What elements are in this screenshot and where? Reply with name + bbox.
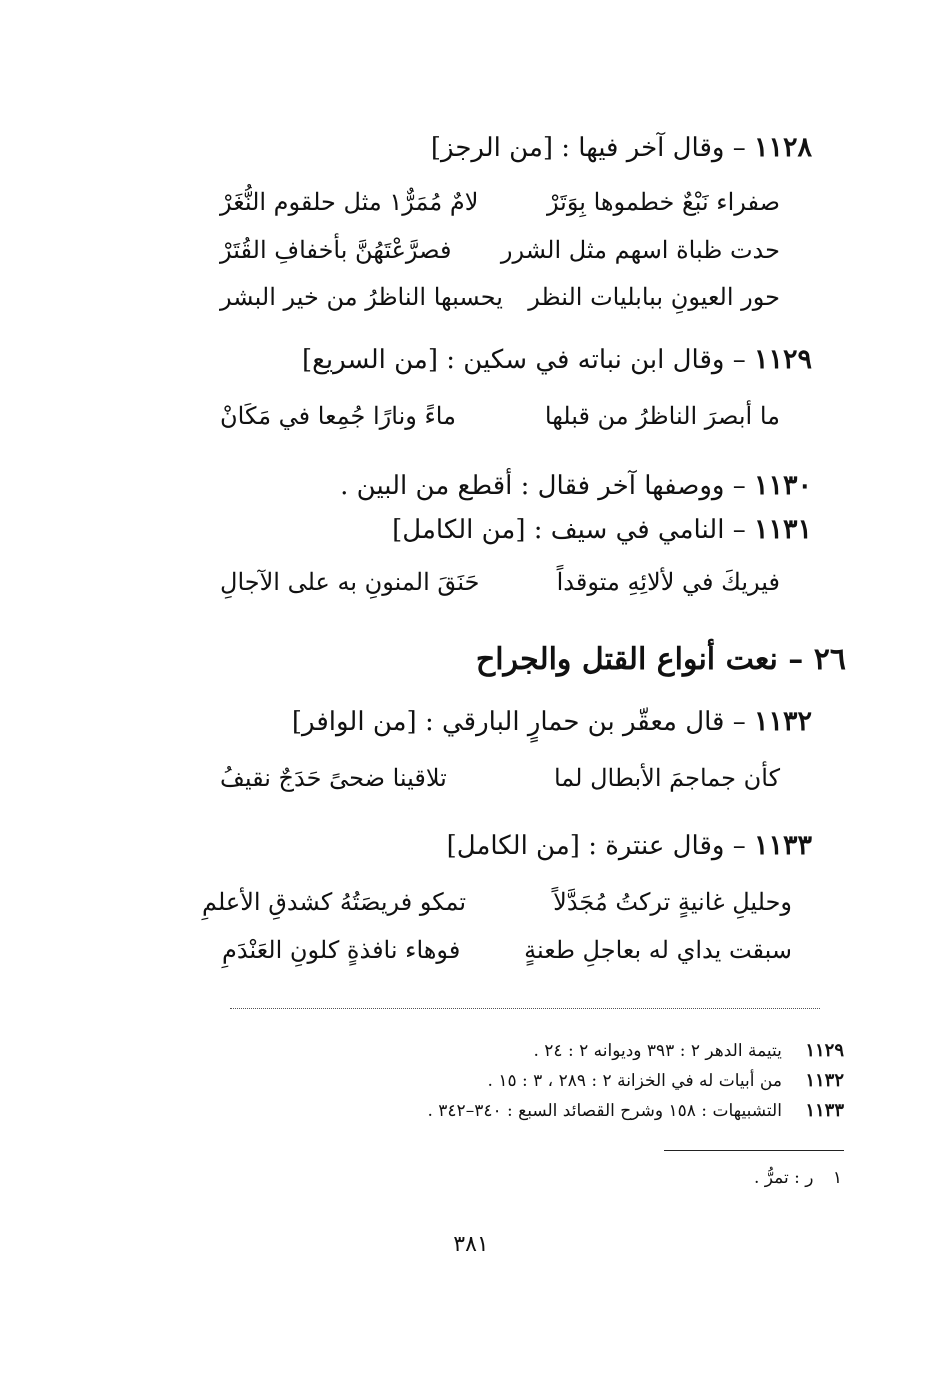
verse-second-hemistich: تمكو فريصَتُهُ كشدقِ الأعلمِ	[202, 888, 467, 916]
verse-line	[220, 402, 780, 436]
entry-text: – قال معقّر بن حمارٍ البارقي : [من الوافر]	[291, 707, 746, 737]
source-note	[427, 1066, 844, 1096]
entry-number: ١١٢٩	[753, 344, 812, 375]
verse-line	[222, 936, 792, 970]
entry-1130	[340, 470, 812, 501]
note-text: التشبيهات : ١٥٨ وشرح القصائد السبع : ٣٤٠–٣٤٢ .	[427, 1101, 782, 1121]
verse-line	[220, 764, 780, 798]
verse-second-hemistich: يحسبها الناظرُ من خير البشر	[220, 283, 503, 311]
chapter-heading	[476, 642, 846, 677]
verse-first-hemistich: وحليلِ غانيةٍ تركتُ مُجَدَّلاً	[553, 888, 792, 916]
source-note	[427, 1096, 844, 1126]
entry-number: ١١٣٢	[753, 706, 812, 737]
verse-first-hemistich: حدت ظباة اسهم مثل الشرر	[500, 236, 780, 264]
verse-second-hemistich: حَنَقَ المنونِ به على الآجالِ	[220, 568, 480, 596]
verse-first-hemistich: حور العيونِ ببابليات النظر	[528, 283, 780, 311]
note-number: ١١٣٣	[805, 1100, 844, 1121]
note-text: من أبيات له في الخزانة ٢ : ٢٨٩ ، ٣ : ١٥ .	[487, 1071, 782, 1091]
verse-line	[220, 236, 780, 270]
verse-second-hemistich: لامٌ مُمَرٌّ١ مثل حلقوم النُّغَرْ	[220, 188, 479, 216]
verse-second-hemistich: تلاقينا ضحىً حَدَجٌ نقيفُ	[220, 764, 447, 792]
verse-line	[220, 568, 780, 602]
footnote-separator	[664, 1150, 844, 1151]
entry-number: ١١٢٨	[753, 132, 812, 163]
verse-second-hemistich: ماءً ونارًا جُمِعا في مَكَانْ	[220, 402, 456, 430]
page-number: ٣٨١	[453, 1232, 489, 1257]
verse-first-hemistich: فيريكَ في لألائِهِ متوقداً	[556, 568, 780, 596]
footnote-number: ١	[832, 1168, 842, 1188]
entry-1131	[392, 514, 812, 545]
verse-second-hemistich: فصرَّعْتَهُنَّ بأخفافِ القُتَرْ	[220, 236, 452, 264]
entry-1133	[447, 830, 812, 861]
verse-second-hemistich: فوهاء نافذةٍ كلونِ العَنْدَمِ	[222, 936, 461, 964]
entry-text: – وقال آخر فيها : [من الرجز]	[430, 133, 746, 163]
source-notes	[427, 1036, 844, 1126]
entry-1128	[431, 132, 812, 163]
entry-number: ١١٣٣	[753, 830, 812, 861]
note-text: يتيمة الدهر ٢ : ٣٩٣ وديوانه ٢ : ٢٤ .	[533, 1041, 782, 1061]
footnote	[754, 1168, 842, 1188]
entry-text: – وقال عنترة : [من الكامل]	[446, 831, 746, 861]
source-note	[427, 1036, 844, 1066]
entry-1132	[292, 706, 812, 737]
notes-separator	[230, 1008, 820, 1009]
chapter-number: ٢٦	[813, 642, 846, 677]
note-number: ١١٣٢	[805, 1070, 844, 1091]
chapter-title: – نعت أنواع القتل والجراح	[475, 642, 804, 677]
entry-1129	[302, 344, 812, 375]
footnote-text: ر : تمرُّ .	[753, 1168, 814, 1188]
entry-number: ١١٣١	[753, 514, 812, 545]
note-number: ١١٢٩	[805, 1040, 844, 1061]
entry-text: – ووصفها آخر فقال : أقطع من البين .	[340, 471, 746, 501]
verse-first-hemistich: صفراء نَبْعٌ خطموها بِوَتَرْ	[546, 188, 780, 216]
verse-first-hemistich: ما أبصرَ الناظرُ من قبلها	[544, 402, 780, 430]
verse-first-hemistich: كأن جماجمَ الأبطال لما	[553, 764, 780, 792]
entry-text: – وقال ابن نباته في سكين : [من السريع]	[301, 345, 746, 375]
verse-first-hemistich: سبقت يداي له بعاجلِ طعنةٍ	[524, 936, 792, 964]
entry-number: ١١٣٠	[753, 470, 812, 501]
verse-line	[202, 888, 792, 922]
verse-line	[220, 188, 780, 222]
entry-text: – النامي في سيف : [من الكامل]	[392, 515, 746, 545]
verse-line	[220, 283, 780, 317]
